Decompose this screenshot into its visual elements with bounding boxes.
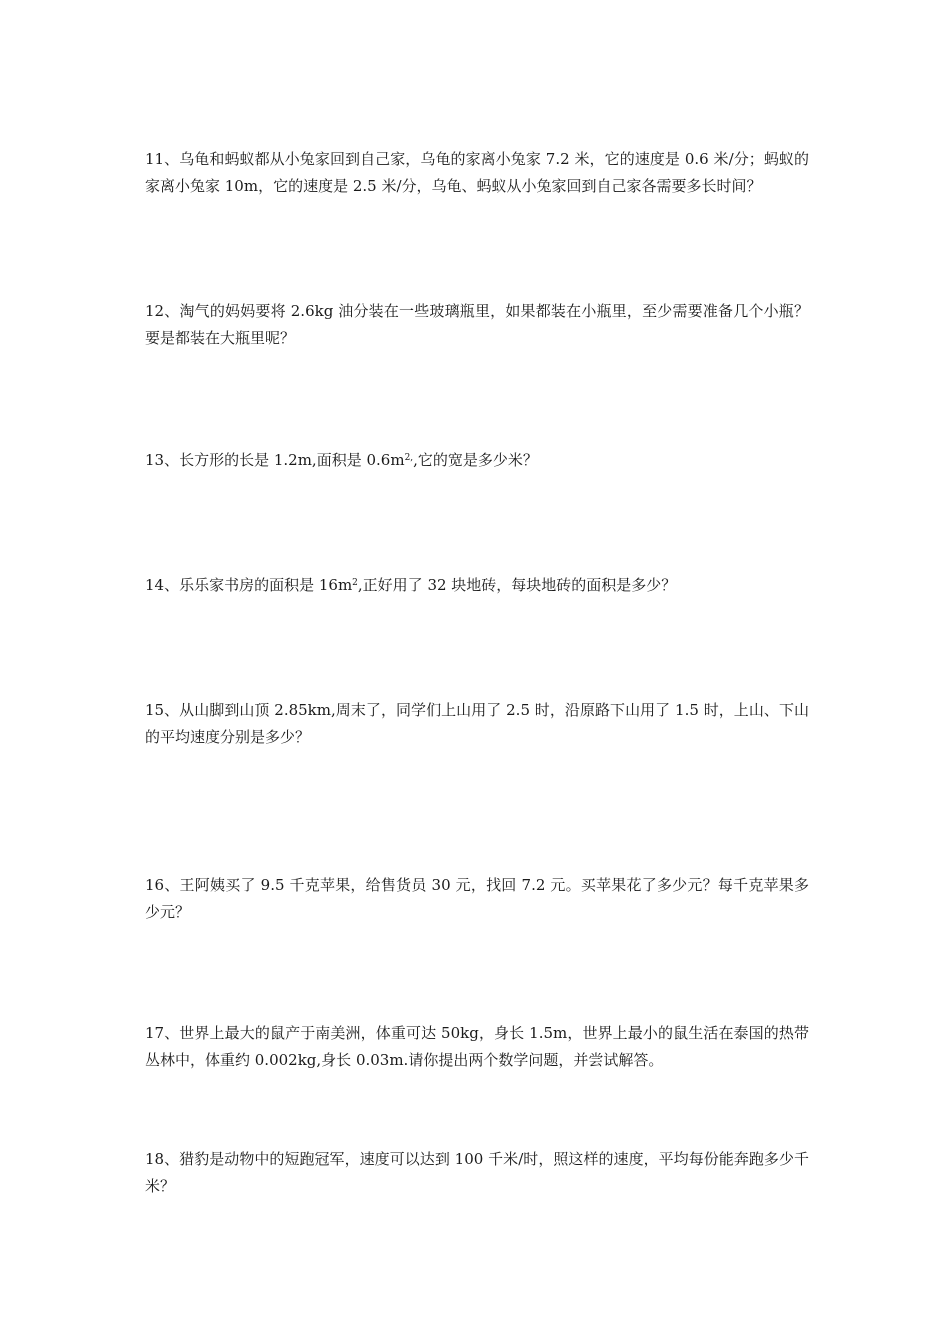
- question-14-part-1: 14、乐乐家书房的面积是 16m: [145, 576, 353, 594]
- question-17: 17、世界上最大的鼠产于南美洲，体重可达 50kg，身长 1.5m，世界上最小的鼠生活在泰国的热带丛林中，体重约 0.002kg,身长 0.03m.请你提出两个数学问题，并尝试解答。: [145, 1024, 809, 1069]
- question-13-part-2: ,它的宽是多少米？: [413, 451, 538, 469]
- question-14: [145, 572, 809, 599]
- question-14-part-2: ,正好用了 32 块地砖，每块地砖的面积是多少？: [357, 576, 677, 594]
- question-14-superscript: 2: [352, 578, 358, 588]
- question-15: 15、从山脚到山顶 2.85km,周末了，同学们上山用了 2.5 时，沿原路下山用了 1.5 时，上山、下山的平均速度分别是多少？: [145, 701, 809, 746]
- question-13-superscript: 2,: [404, 453, 414, 463]
- question-18: 18、猎豹是动物中的短跑冠军，速度可以达到 100 千米/时，照这样的速度，平均每份能奔跑多少千米？: [145, 1150, 809, 1195]
- question-11: 11、乌龟和蚂蚁都从小兔家回到自己家，乌龟的家离小兔家 7.2 米，它的速度是 0.6 米/分；蚂蚁的家离小兔家 10m，它的速度是 2.5 米/分，乌龟、蚂蚁从小兔家回到自己家各需要多长时间？: [145, 150, 809, 195]
- question-16: 16、王阿姨买了 9.5 千克苹果，给售货员 30 元，找回 7.2 元。买苹果花了多少元？每千克苹果多少元？: [145, 876, 809, 921]
- question-13: [145, 447, 809, 474]
- question-12: 12、淘气的妈妈要将 2.6kg 油分装在一些玻璃瓶里，如果都装在小瓶里，至少需要准备几个小瓶？要是都装在大瓶里呢？: [145, 302, 809, 347]
- question-13-part-1: 13、长方形的长是 1.2m,面积是 0.6m: [145, 451, 405, 469]
